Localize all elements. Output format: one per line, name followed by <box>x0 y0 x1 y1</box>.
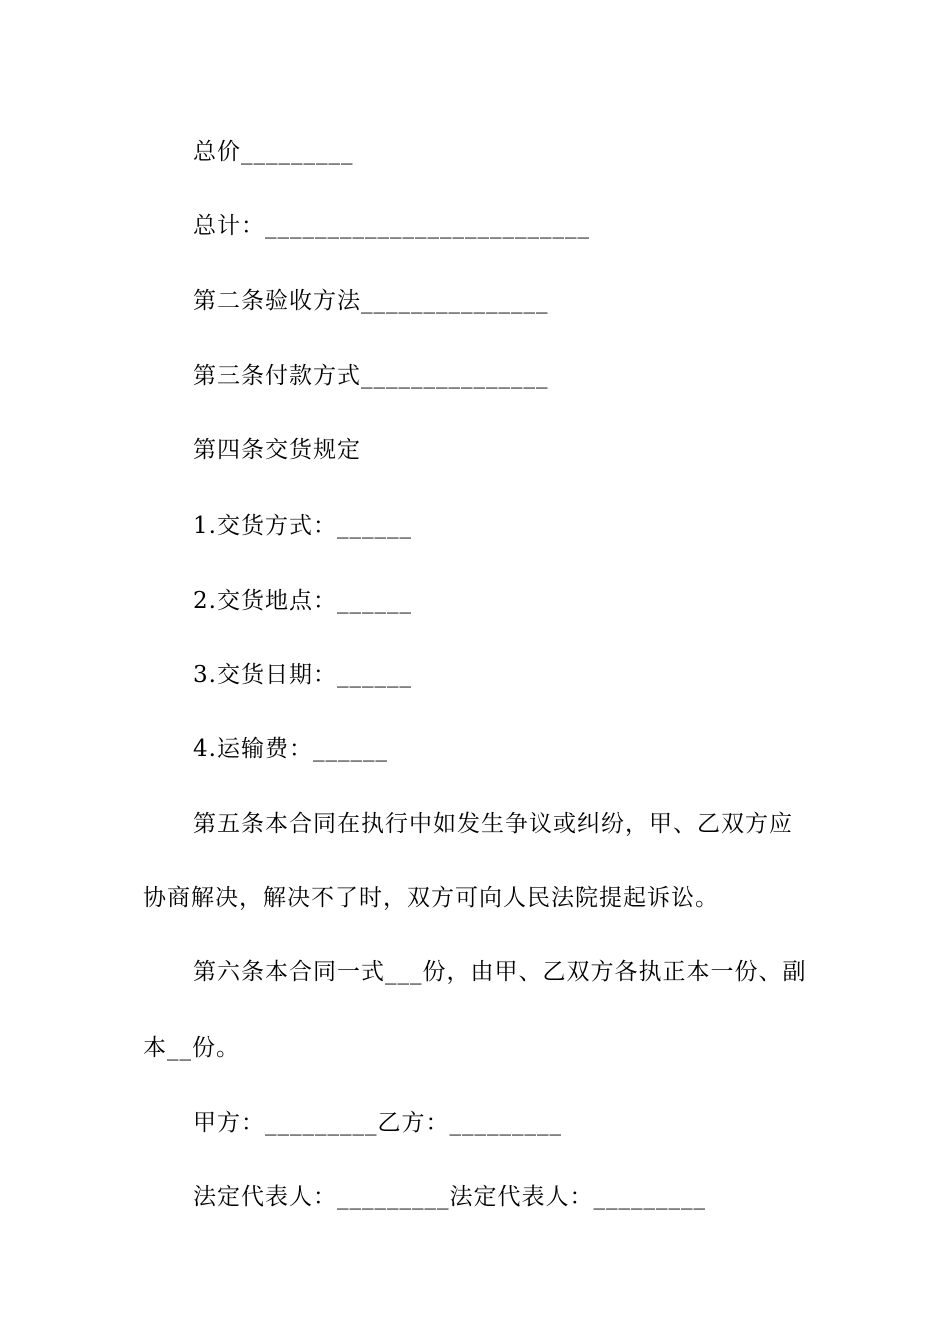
article-2-inspection-line: 第二条验收方法_______________ <box>193 288 549 314</box>
article-6-copies-line-1: 第六条本合同一式___份，由甲、乙双方各执正本一份、副 <box>193 959 807 985</box>
article-5-dispute-line-1: 第五条本合同在执行中如发生争议或纠纷，甲、乙双方应 <box>193 811 793 837</box>
article-6-copies-line-2: 本__份。 <box>143 1035 240 1061</box>
delivery-method-line: 1.交货方式：______ <box>193 513 412 539</box>
legal-representatives-line: 法定代表人：_________法定代表人：_________ <box>193 1184 706 1210</box>
party-a-party-b-line: 甲方：_________乙方：_________ <box>193 1110 562 1136</box>
delivery-date-line: 3.交货日期：______ <box>193 662 412 688</box>
article-5-dispute-line-2: 协商解决，解决不了时，双方可向人民法院提起诉讼。 <box>143 885 719 911</box>
transport-fee-line: 4.运输费：______ <box>193 736 388 762</box>
article-3-payment-line: 第三条付款方式_______________ <box>193 363 549 389</box>
total-price-line: 总价_________ <box>193 139 354 165</box>
delivery-location-line: 2.交货地点：______ <box>193 588 412 614</box>
grand-total-line: 总计：__________________________ <box>193 213 590 239</box>
article-4-delivery-heading: 第四条交货规定 <box>193 437 361 463</box>
